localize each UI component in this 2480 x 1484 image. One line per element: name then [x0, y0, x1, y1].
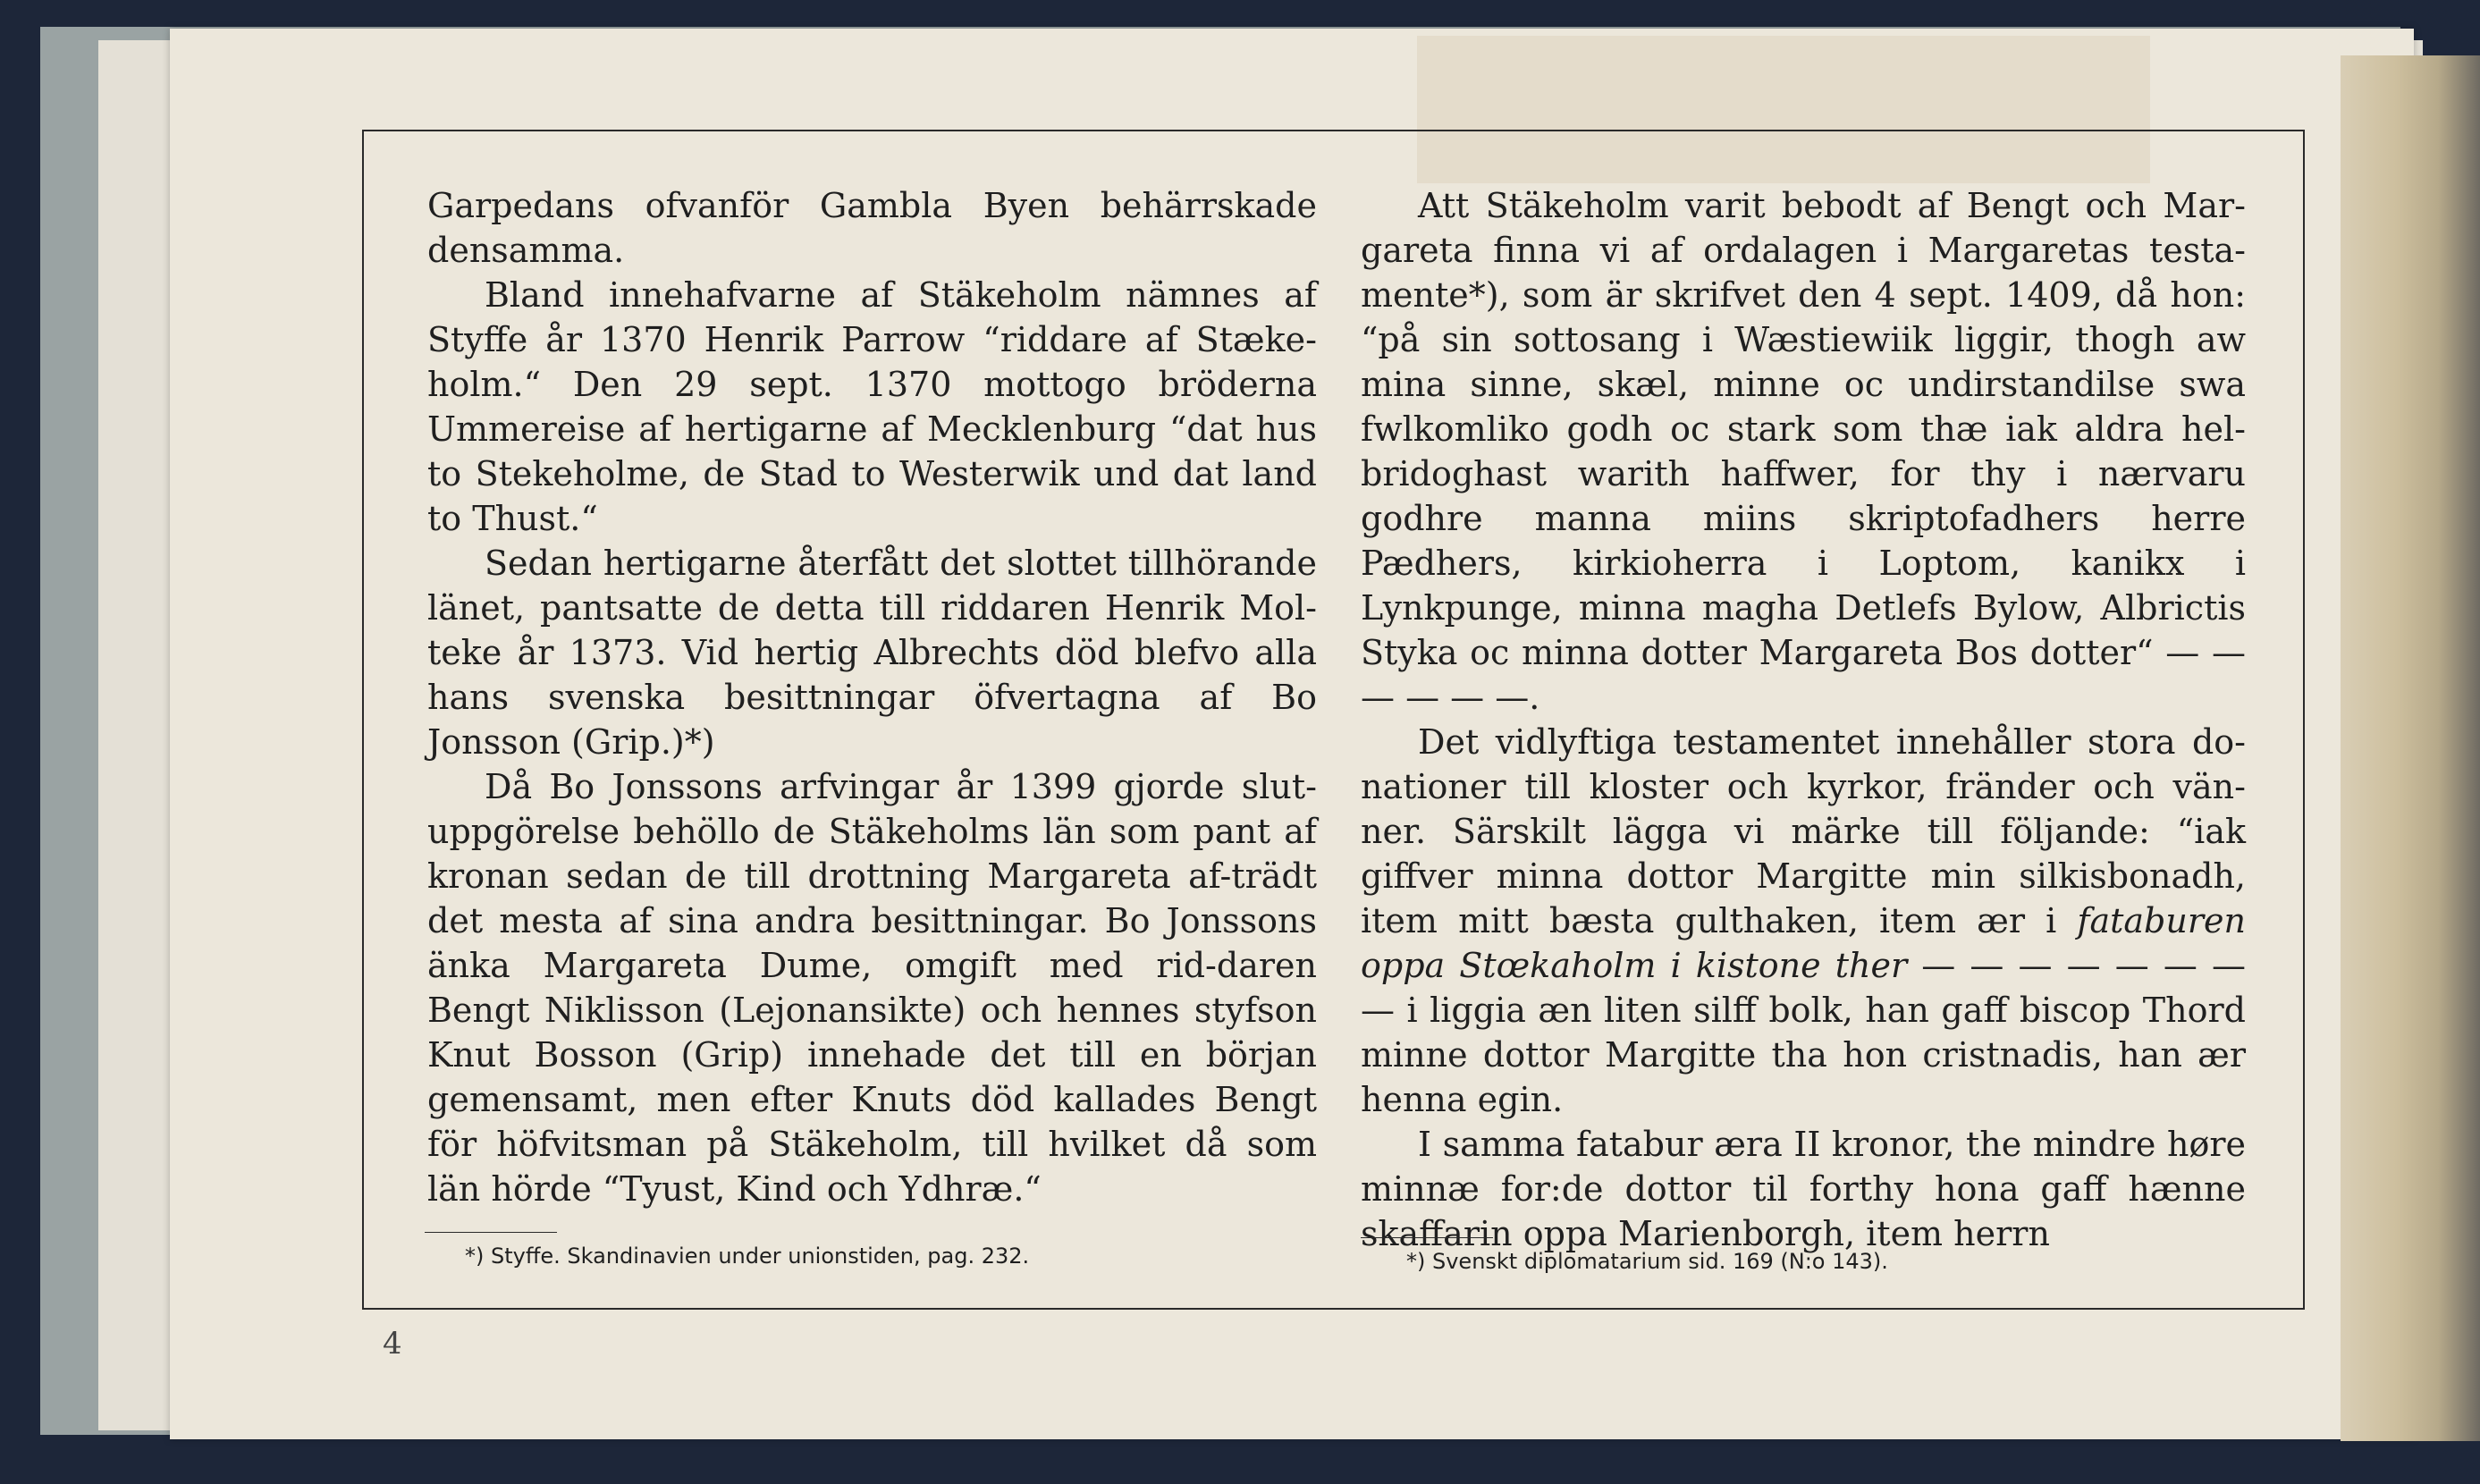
- italic-quote: fataburen oppa Stœkaholm i kistone ther: [1361, 901, 2246, 985]
- footnote-right: *) Svenskt diplomatarium sid. 169 (N:o 143).: [1406, 1249, 1888, 1274]
- paragraph: Garpedans ofvanför Gambla Byen behärrskade densamma.: [427, 186, 1317, 270]
- page-number: 4: [383, 1326, 402, 1362]
- footnote-rule: [1361, 1237, 1493, 1238]
- paragraph: Bland innehafvarne af Stäkeholm nämnes af Styffe år 1370 Henrik Parrow “riddare af Stæke-holm.“ Den 29 sept. 1370 mottogo bröderna Ummereise af hertigarne af Mecklenburg “dat hus to Stekeholme, de Stad to Westerwik und dat land to Thust.“: [427, 275, 1317, 538]
- footnote-rule: [425, 1232, 557, 1233]
- paragraph: Då Bo Jonssons arfvingar år 1399 gjorde slut-uppgörelse behöllo de Stäkeholms län som pant af kronan sedan de till drottning Margareta af-trädt det mesta af sina andra besittningar. Bo Jonssons änka Margareta Dume, omgift med rid-daren Bengt Niklisson (Lejonansikte) och hennes styfson Knut Bosson (Grip) innehade det till en början gemensamt, men efter Knuts död kallades Bengt för höfvitsman på Stäkeholm, till hvilket då som län hörde “Tyust, Kind och Ydhræ.“: [427, 767, 1317, 1209]
- paragraph-continuation: i liggia æn liten silff bolk, han gaff biscop Thord minne dottor Margitte tha hon cristnadis, han ær henna egin.: [1361, 991, 2246, 1119]
- paragraph-text: Det vidlyftiga testamentet innehåller stora do-nationer till kloster och kyrkor, fränder och vän-ner. Särskilt lägga vi märke till följande: “iak giffver minna dottor Margitte min silkisbonadh, item mitt bæsta gulthaken, item ær i: [1361, 722, 2246, 940]
- dash-line: — — — — — — — —: [1361, 946, 2246, 1030]
- right-column: [1361, 183, 2246, 1256]
- paragraph-with-quote: [1361, 720, 2246, 1122]
- page-spine-edge: [2341, 55, 2480, 1441]
- footnote-left: *) Styffe. Skandinavien under unionstiden, pag. 232.: [465, 1244, 1030, 1269]
- paragraph: Att Stäkeholm varit bebodt af Bengt och Mar-gareta finna vi af ordalagen i Margaretas testa-mente*), som är skrifvet den 4 sept. 1409, då hon: “på sin sottosang i Wæstiewiik liggir, thogh aw mina sinne, skæl, minne oc undirstandilse swa fwlkomliko godh oc stark som thæ iak aldra hel-bridoghast warith haffwer, for thy i nærvaru godhre manna miins skriptofadhers herre Pædhers, kirkioherra i Loptom, kanikx i Lynkpunge, minna magha Detlefs Bylow, Albrictis Styka oc minna dotter Margareta Bos dotter“ — — — — — —.: [1361, 186, 2246, 717]
- left-column: [427, 183, 1317, 1211]
- paragraph: I samma fatabur æra II kronor, the mindre høre minnæ for:de dottor til forthy hona gaff hænne skaffarin oppa Marienborgh, item herrn: [1361, 1125, 2246, 1253]
- paragraph: Sedan hertigarne återfått det slottet tillhörande länet, pantsatte de detta till riddaren Henrik Mol-teke år 1373. Vid hertig Albrechts död blefvo alla hans svenska besittningar öfvertagna af Bo Jonsson (Grip.)*): [427, 544, 1317, 762]
